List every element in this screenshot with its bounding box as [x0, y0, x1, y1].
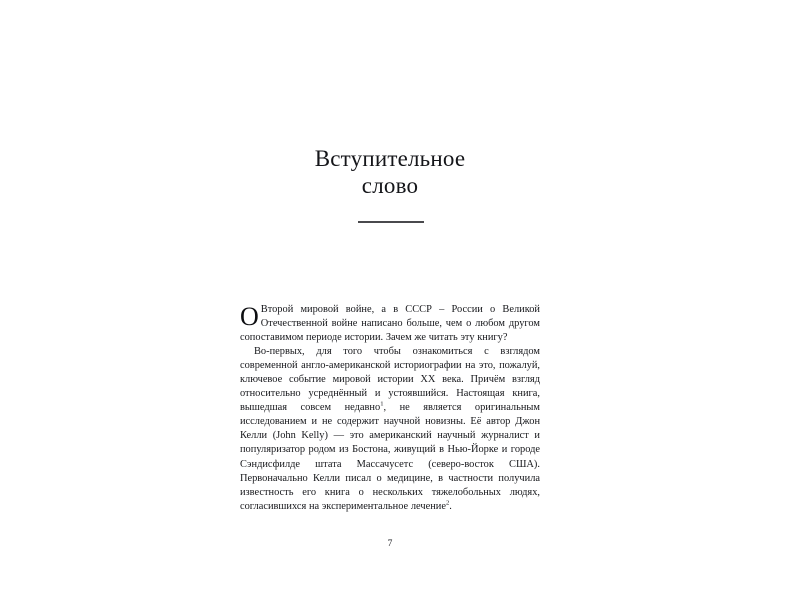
chapter-title-line-1: Вступительное — [314, 146, 466, 171]
chapter-heading — [240, 145, 540, 199]
paragraph-2-text-part-2: , не является оригинальным исследованием и не содержит научной новизны. Её автор Джон Келли (John Kelly) — это американский научный журналист и популяризатор родом из Бостона, живущий в Нью-Йорке и городе Сэндисфилде штата Массачусетс (северо-восток США). Первоначально Келли писал о медицине, в частности получила известность его книга о нескольких тяжелобольных людях, согласившихся на экспериментальное лечение — [240, 402, 540, 512]
chapter-title-line-2: слово — [361, 173, 419, 198]
page-number: 7 — [387, 539, 393, 549]
body-text-block — [240, 303, 540, 514]
paragraph-2-text-part-3: . — [449, 500, 452, 512]
paragraph-2 — [240, 345, 540, 514]
footnote-marker-2: 2 — [445, 499, 450, 507]
footnote-marker-1: 1 — [380, 400, 384, 408]
paragraph-2-text-part-1: Во-первых, для того чтобы ознакомиться с взглядом современной англо-американской историографии на это, пожалуй, ключевое событие мировой истории XX века. Причём взгляд относительно усреднённый и устоявшийся. Настоящая книга, вышедшая совсем недавно — [240, 346, 540, 414]
title-divider-rule — [358, 221, 424, 223]
drop-cap: О — [240, 302, 259, 331]
paragraph-1 — [240, 303, 540, 345]
paragraph-1-text: Второй мировой войне, а в СССР – России о Великой Отечественной войне написано больше, чем о любом другом сопоставимом периоде истории. Зачем же читать эту книгу? — [240, 304, 540, 344]
